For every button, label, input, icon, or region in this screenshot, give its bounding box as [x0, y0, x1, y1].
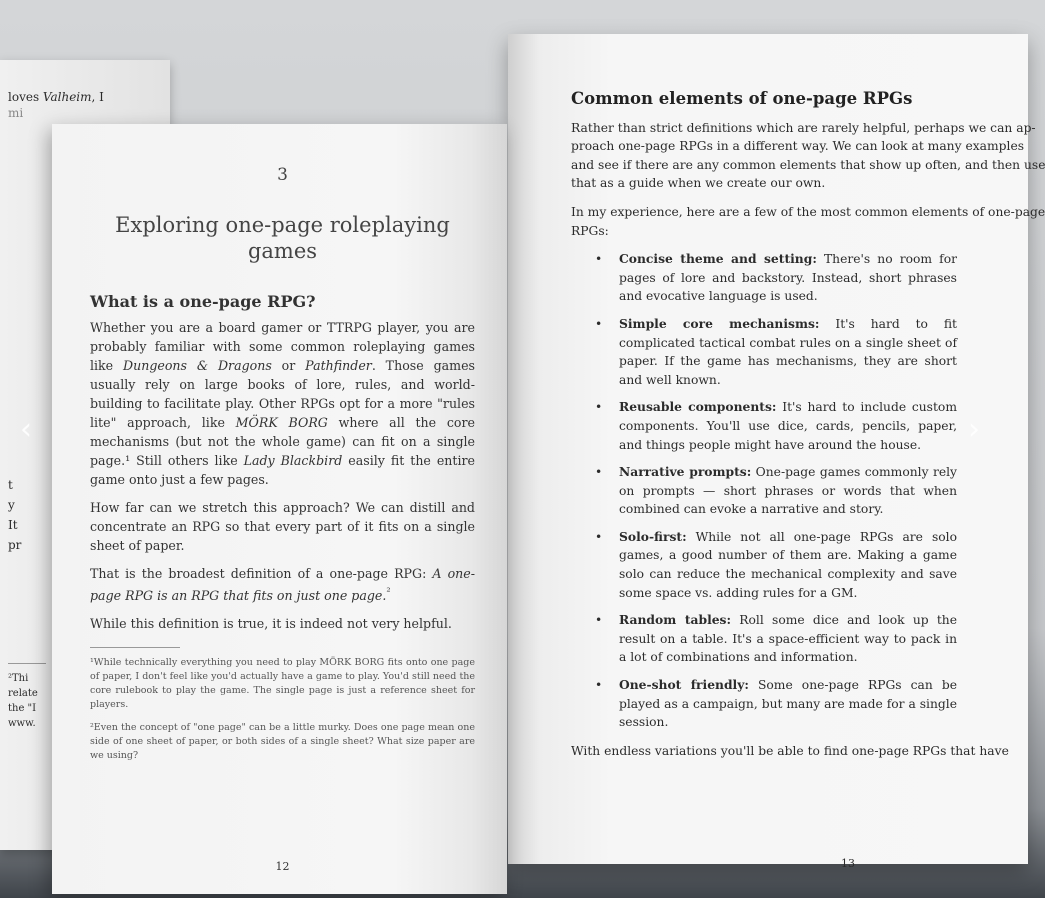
page-number: 12	[275, 860, 290, 873]
list-item	[619, 528, 957, 602]
item-term: Solo-first:	[619, 528, 687, 544]
item-term: Reusable components:	[619, 399, 777, 415]
paragraph: While this definition is true, it is indeed not very helpful.	[90, 616, 452, 632]
text: Whether you are a board gamer or TTRPG player, you are probably familiar with some common roleplaying games like	[90, 320, 475, 373]
item-text: There's no room for pages of lore and backstory. Instead, short phrases and evocative language is used.	[619, 252, 957, 304]
section-heading: What is a one-page RPG?	[90, 292, 316, 311]
body-text	[90, 318, 475, 772]
item-text: It's hard to include custom components. You'll use dice, cards, pencils, paper, and things people might have around the house.	[619, 400, 957, 452]
list-item	[619, 463, 957, 519]
chapter-number: 3	[277, 165, 288, 185]
underlying-text-line: mi	[8, 106, 24, 120]
right-page	[508, 34, 1045, 870]
footnote-rule	[8, 663, 46, 664]
text: That is the broadest definition of a one-page RPG:	[90, 566, 433, 581]
italic-text: A one-page RPG is an RPG that fits on just one page.	[90, 566, 475, 604]
item-term: Concise theme and setting:	[619, 251, 817, 267]
text-line: proach one-page RPGs in a different way. We can look at many examples	[571, 139, 1025, 154]
text: or	[271, 358, 306, 373]
text: . Those games usually rely on large books of lore, rules, and world-building to facilitate play. Other RPGs opt for a more "rules lite" approach, like	[90, 358, 475, 430]
italic-text: Dungeons & Dragons	[123, 358, 272, 373]
item-text: Some one-page RPGs can be played as a campaign, but many are made for a single session.	[619, 678, 958, 730]
underlying-text-fragment: pr	[8, 538, 22, 552]
text: loves	[8, 90, 43, 104]
carousel-prev-button[interactable]: ‹	[20, 412, 32, 447]
text-line: Rather than strict definitions which are rarely helpful, perhaps we can ap-	[571, 120, 1036, 135]
intro-paragraph	[571, 119, 1045, 193]
item-term: Random tables:	[619, 612, 732, 628]
closing-line: With endless variations you'll be able to find one-page RPGs that have	[571, 743, 1009, 758]
footnote: ²Even the concept of "one page" can be a little murky. Does one page mean one side of one sheet of paper, or both sides of a single sheet? What size paper are we using?	[90, 722, 475, 762]
underlying-text-line	[8, 90, 104, 104]
item-term: One-shot friendly:	[619, 677, 749, 693]
list-item	[619, 398, 957, 454]
italic-text: Pathfinder	[305, 358, 372, 373]
chapter-title: Exploring one-page roleplaying games	[115, 213, 450, 263]
text: where all the core mechanisms (but not the whole game) can fit on a single page.¹ Still others like	[90, 415, 475, 468]
underlying-text-fragment: It	[8, 518, 18, 532]
footnote: ¹While technically everything you need to play MÖRK BORG fits onto one page of paper, I don't feel like you'd actually have a game to play. You'd still need the core rulebook to play the game. The single page is just a reference sheet for players.	[90, 657, 475, 711]
left-page	[52, 124, 507, 894]
underlying-text-fragment: y	[8, 498, 15, 512]
footnote-fragment: ²Thi	[8, 673, 29, 684]
paragraph: How far can we stretch this approach? We can distill and concentrate an RPG so that every part of it fits on a single sheet of paper.	[90, 500, 475, 553]
footnote-fragment: www.	[8, 718, 36, 729]
experience-paragraph	[571, 203, 1045, 240]
item-text: While not all one-page RPGs are solo games, a good number of them are. Making a game solo can reduce the mechanical complexity and save some space vs. adding rules for a GM.	[619, 529, 957, 600]
list-item	[619, 250, 957, 306]
item-term: Simple core mechanisms:	[619, 315, 820, 331]
list-item	[619, 676, 957, 732]
list-item	[619, 611, 957, 667]
text: easily fit the entire game onto just a few pages.	[90, 453, 475, 487]
footnote-marker: ²	[386, 586, 391, 598]
paragraph	[90, 564, 475, 605]
underlying-text-fragment: t	[8, 478, 13, 492]
page-number: 13	[841, 857, 855, 870]
item-text: Roll some dice and look up the result on a table. It's a space-efficient way to pack in a lot of combinations and information.	[619, 613, 957, 665]
footnote-fragment: the "I	[8, 703, 37, 714]
list-item	[619, 315, 957, 389]
italic-text: Lady Blackbird	[243, 453, 343, 468]
footnote-fragment: relate	[8, 688, 38, 699]
italic-text: Valheim	[42, 90, 92, 104]
carousel-next-button[interactable]: ›	[968, 412, 980, 447]
text: , I	[91, 90, 104, 104]
italic-text: MÖRK BORG	[235, 415, 328, 430]
footnote-rule	[90, 647, 180, 648]
text-line: that as a guide when we create our own.	[571, 176, 826, 191]
text-line: and see if there are any common elements that show up often, and then use	[571, 157, 1045, 172]
text-line: In my experience, here are a few of the most common elements of one-page	[571, 204, 1045, 219]
elements-list	[571, 250, 957, 732]
text-line: RPGs:	[571, 223, 609, 238]
item-term: Narrative prompts:	[619, 464, 752, 480]
paragraph	[90, 318, 475, 489]
item-text: One-page games commonly rely on prompts — short phrases or words that when combined can evoke a narrative and story.	[619, 465, 957, 517]
item-text: It's hard to fit complicated tactical combat rules on a single sheet of paper. If the game has mechanisms, they are short and well known.	[619, 316, 958, 387]
section-heading: Common elements of one-page RPGs	[571, 89, 913, 108]
